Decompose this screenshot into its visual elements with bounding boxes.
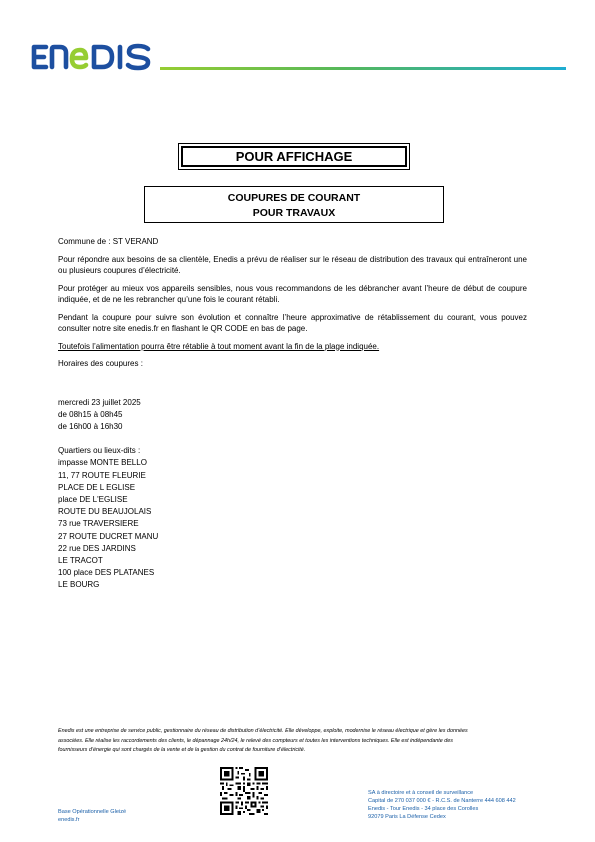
footer-left	[58, 808, 126, 824]
enedis-logo	[30, 40, 155, 72]
footer-address-line: 92079 Paris La Défense Cedex	[368, 814, 446, 820]
subtitle-box	[144, 186, 444, 223]
qr-code-icon[interactable]	[220, 767, 268, 815]
footer-right	[368, 789, 516, 821]
footer-legal-line: SA à directoire et à conseil de surveillance	[368, 790, 474, 796]
footer-website-link[interactable]: enedis.fr	[58, 817, 80, 823]
locations-label: Quartiers ou lieux-dits :	[58, 446, 141, 456]
disclaimer-line: Enedis est une entreprise de service public, gestionnaire du réseau de distribution d’électricité. Elle développe, exploite, modernise le réseau électrique et gère les données	[58, 728, 468, 734]
location-item: 11, 77 ROUTE FLEURIE	[58, 470, 146, 480]
header-gradient-line	[160, 67, 566, 70]
location-item: LE TRACOT	[58, 555, 103, 565]
footer-disclaimer	[58, 727, 538, 756]
horaires-label: Horaires des coupures :	[58, 359, 143, 368]
schedule-slot: de 16h00 à 16h30	[58, 421, 123, 431]
locations-block	[58, 445, 527, 591]
location-item: 22 rue DES JARDINS	[58, 543, 136, 553]
schedule-slot: de 08h15 à 08h45	[58, 409, 123, 419]
footer-legal-line: Capital de 270 037 000 € - R.C.S. de Nanterre 444 608 442	[368, 798, 516, 804]
location-item: PLACE DE L EGLISE	[58, 482, 136, 492]
location-item: 73 rue TRAVERSIERE	[58, 519, 139, 529]
notice-body	[58, 236, 527, 592]
location-item: 100 place DES PLATANES	[58, 568, 155, 578]
commune-line: Commune de : ST VERAND	[58, 237, 159, 246]
subtitle-line2: POUR TRAVAUX	[252, 207, 336, 219]
paragraph-warning: Toutefois l’alimentation pourra être rétablie à tout moment avant la fin de la plage indiquée.	[58, 341, 380, 351]
location-item: LE BOURG	[58, 580, 100, 590]
disclaimer-line: associées. Elle réalise les raccordements des clients, le dépannage 24h/24, le relevé des compteurs et toutes les interventions techniques. Elle est indépendante des	[58, 737, 453, 744]
title-text: POUR AFFICHAGE	[181, 146, 407, 167]
paragraph-follow: Pendant la coupure pour suivre son évolution et connaître l’heure approximative de rétablissement du courant, vous pouvez consulter notre site enedis.fr en flashant le QR CODE en bas de page.	[58, 312, 527, 333]
location-item: 27 ROUTE DUCRET MANU	[58, 531, 159, 541]
footer-address-line: Enedis - Tour Enedis - 34 place des Corolles	[368, 806, 479, 812]
schedule-date: mercredi 23 juillet 2025	[58, 397, 141, 407]
location-item: place DE L'EGLISE	[58, 494, 128, 504]
footer-base: Base Opérationnelle Gleizé	[58, 809, 127, 815]
disclaimer-line: fournisseurs d’énergie qui sont chargés de la vente et de la gestion du contrat de fourniture d’électricité.	[58, 747, 306, 753]
location-item: ROUTE DU BEAUJOLAIS	[58, 507, 152, 517]
schedule-block	[58, 397, 527, 434]
title-box	[178, 143, 410, 170]
paragraph-intro: Pour répondre aux besoins de sa clientèle, Enedis a prévu de réaliser sur le réseau de distribution des travaux qui entraîneront une ou plusieurs coupures d’électricité.	[58, 254, 527, 275]
subtitle-line1: COUPURES DE COURANT	[227, 192, 361, 204]
paragraph-protect: Pour protéger au mieux vos appareils sensibles, nous vous recommandons de les débrancher avant l’heure de début de coupure indiquée, et de ne les rebrancher qu’une fois le courant rétabli.	[58, 283, 527, 304]
location-item: impasse MONTE BELLO	[58, 458, 147, 468]
